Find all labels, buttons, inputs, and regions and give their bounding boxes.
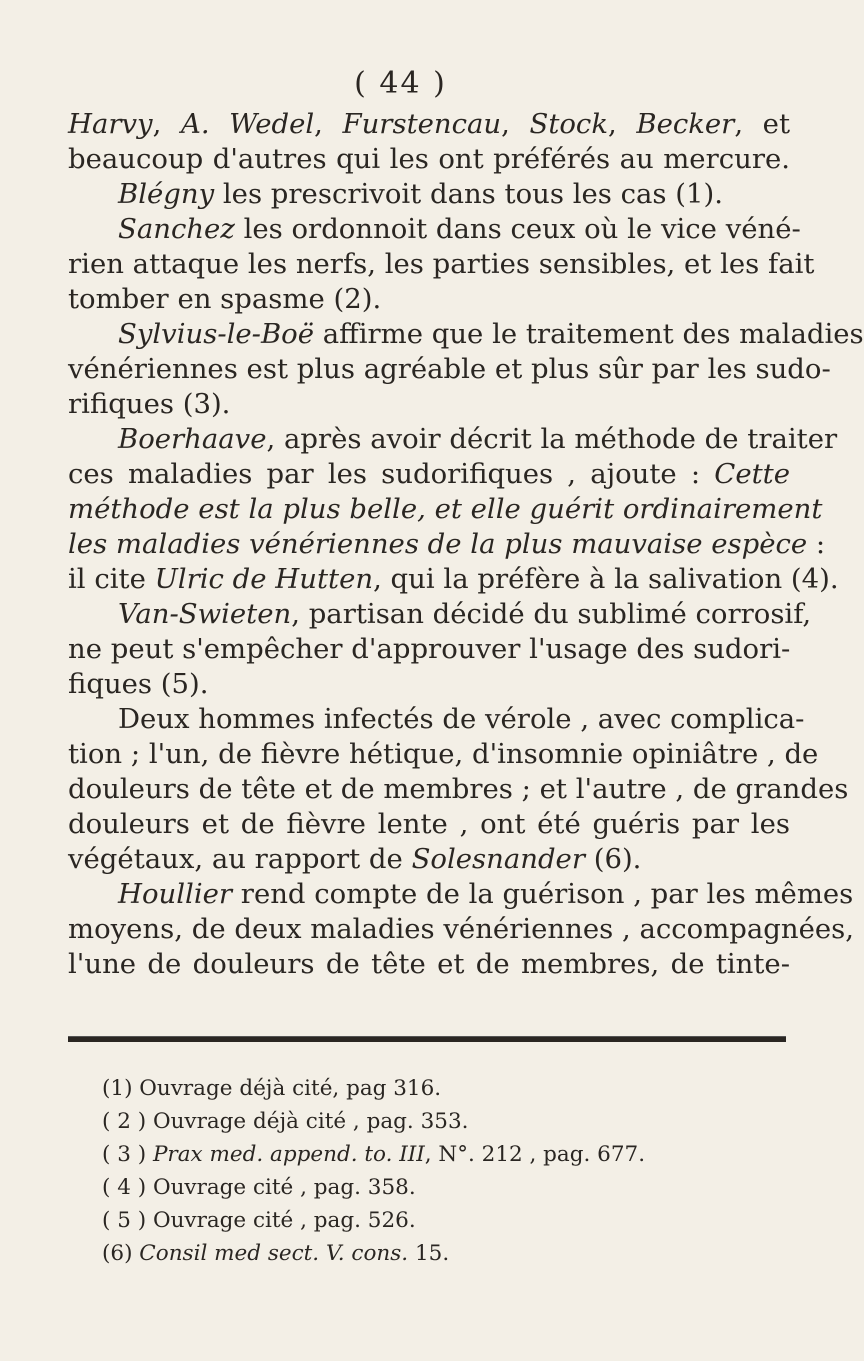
text-span: (6). — [584, 843, 642, 875]
text-line — [68, 702, 805, 737]
page-number: ( 44 ) — [354, 66, 447, 101]
text-span: rien attaque les nerfs, les parties sensibles, et les fait — [68, 248, 815, 280]
text-span: , — [501, 108, 530, 140]
text-span: Deux hommes infectés de vérole , avec complica- — [118, 703, 805, 735]
text-span: , — [152, 108, 181, 140]
italic-text: Cette — [714, 458, 790, 490]
italic-text: Blégny — [118, 178, 215, 210]
text-span: il cite — [68, 563, 155, 595]
text-line — [68, 632, 790, 667]
text-line — [68, 317, 864, 352]
text-span: les prescrivoit dans tous les cas (1). — [214, 178, 723, 210]
text-line — [68, 492, 823, 527]
text-span: les ordonnoit dans ceux où le vice véné- — [234, 213, 801, 245]
text-line — [68, 457, 790, 492]
italic-text: les maladies vénériennes de la plus mauvaise espèce — [68, 528, 808, 560]
text-span: douleurs et de fièvre lente , ont été guéris par les — [68, 808, 790, 840]
text-span: ( 2 ) Ouvrage déjà cité , pag. 353. — [102, 1109, 469, 1134]
text-line — [68, 177, 790, 212]
text-span: moyens, de deux maladies vénériennes , accompagnées, — [68, 913, 854, 945]
text-line — [68, 422, 838, 457]
text-span: beaucoup d'autres qui les ont préférés au mercure. — [68, 143, 790, 175]
text-line — [68, 807, 790, 842]
footnote-divider — [68, 1036, 786, 1042]
footnotes — [102, 1072, 702, 1270]
italic-text: Stock — [529, 108, 608, 140]
text-span: , et — [734, 108, 791, 140]
italic-text: Furstencau — [342, 108, 502, 140]
italic-text: Harvy — [68, 108, 153, 140]
text-line — [68, 387, 790, 422]
text-line — [68, 562, 839, 597]
text-span: ( 5 ) Ouvrage cité , pag. 526. — [102, 1208, 416, 1233]
footnote — [102, 1105, 702, 1138]
text-span: , N°. 212 , pag. 677. — [424, 1142, 646, 1167]
footnote — [102, 1171, 702, 1204]
text-span: , qui la préfère à la salivation (4). — [373, 563, 839, 595]
italic-text: Sylvius-le-Boë — [118, 318, 315, 350]
italic-text: méthode est la plus belle, et elle guérit ordinairement — [68, 493, 823, 525]
text-span: rend compte de la guérison , par les mêmes — [232, 878, 854, 910]
italic-text: Boerhaave — [118, 423, 267, 455]
text-line — [68, 247, 815, 282]
text-span: tomber en spasme (2). — [68, 283, 382, 315]
text-span: vénériennes est plus agréable et plus sûr par les sudo- — [68, 353, 831, 385]
text-span: ( 3 ) — [102, 1142, 153, 1167]
main-text — [68, 107, 864, 982]
text-span: : — [807, 528, 826, 560]
text-span: affirme que le traitement des maladies — [314, 318, 864, 350]
text-span: douleurs de tête et de membres ; et l'autre , de grandes — [68, 773, 849, 805]
italic-text: Consil med sect. V. cons. — [139, 1241, 409, 1266]
italic-text: Houllier — [118, 878, 233, 910]
text-line — [68, 282, 790, 317]
text-line — [68, 527, 826, 562]
text-span: , partisan décidé du sublimé corrosif, — [291, 598, 812, 630]
text-span: l'une de douleurs de tête et de membres, de tinte- — [68, 948, 790, 980]
text-line — [68, 212, 801, 247]
text-line — [68, 667, 790, 702]
italic-text: Becker — [636, 108, 735, 140]
text-span: ( 4 ) Ouvrage cité , pag. 358. — [102, 1175, 416, 1200]
text-span: végétaux, au rapport de — [68, 843, 412, 875]
italic-text: Solesnander — [411, 843, 585, 875]
text-line — [68, 142, 790, 177]
italic-text: Sanchez — [118, 213, 235, 245]
italic-text: Prax med. append. to. III — [152, 1142, 425, 1167]
italic-text: A. Wedel — [180, 108, 315, 140]
text-line — [68, 737, 819, 772]
text-span: tion ; l'un, de fièvre hétique, d'insomnie opiniâtre , de — [68, 738, 819, 770]
text-line — [68, 352, 831, 387]
footnote — [102, 1072, 702, 1105]
text-line — [68, 842, 790, 877]
text-line — [68, 107, 790, 142]
italic-text: Ulric de Hutten — [154, 563, 374, 595]
footnote — [102, 1237, 702, 1270]
text-span: (1) Ouvrage déjà cité, pag 316. — [102, 1076, 442, 1101]
text-line — [68, 947, 790, 982]
text-line — [68, 912, 854, 947]
text-span: ces maladies par les sudorifiques , ajoute : — [68, 458, 715, 490]
text-line — [68, 877, 854, 912]
text-line — [68, 772, 849, 807]
footnote — [102, 1138, 702, 1171]
text-span: , après avoir décrit la méthode de traiter — [266, 423, 838, 455]
text-span: , — [314, 108, 343, 140]
text-span: , — [608, 108, 637, 140]
text-span: 15. — [408, 1241, 450, 1266]
text-span: fiques (5). — [68, 668, 209, 700]
text-line — [68, 597, 812, 632]
text-span: ne peut s'empêcher d'approuver l'usage des sudori- — [68, 633, 791, 665]
text-span: rifiques (3). — [68, 388, 231, 420]
footnote — [102, 1204, 702, 1237]
text-span: (6) — [102, 1241, 140, 1266]
italic-text: Van-Swieten — [118, 598, 292, 630]
